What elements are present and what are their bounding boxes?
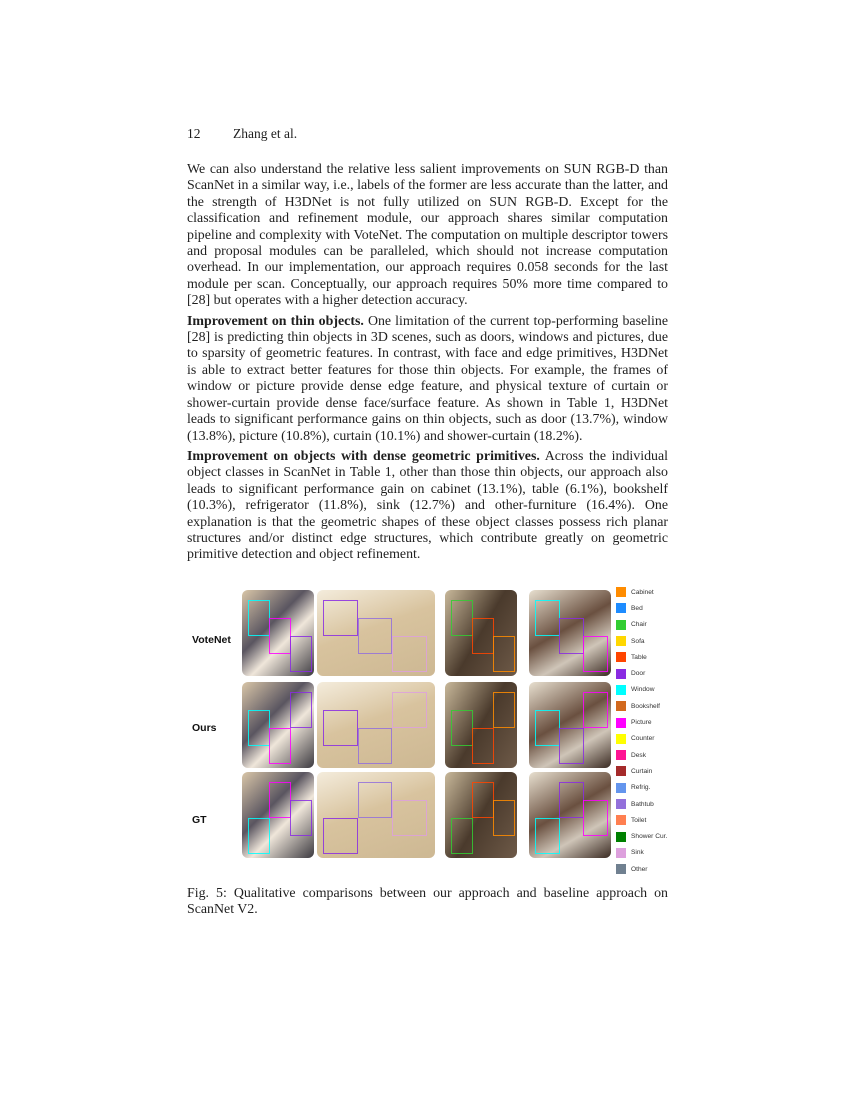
paragraph-complexity: We can also understand the relative less salient improvements on SUN RGB-D than ScanNet in a similar way, i.e., labels of the former are less accurate than the latter, and the strength of H3DNet is not fully utilized on SUN RGB-D. Except for the classification and refinement module, our approach shares similar computation pipeline and complexity with VoteNet. The computation on multiple descriptor towers and proposal modules can be paralleled, which should not increase computation overhead. In our implementation, our approach requires 0.058 seconds for the last module per scan. Conceptually, our approach requires 50% more time compared to [28] but operates with a higher detection accuracy.	[187, 162, 668, 309]
bounding-box	[323, 818, 358, 854]
paragraph-thin-objects: Improvement on thin objects. One limitation of the current top-performing baseline [28] is predicting thin objects in 3D scenes, such as doors, windows and pictures, due to sparsity of geometric features. In contrast, with face and edge primitives, H3DNet is able to extract better features for those thin objects. For example, the frames of window or picture provide dense edge feature, and physical texture of curtain or shower-curtain provide dense face/surface feature. As shown in Table 1, H3DNet leads to significant performance gains on thin objects, such as door (13.7%), window (13.8%), picture (10.8%), curtain (10.1%) and shower-curtain (18.2%).	[187, 313, 668, 444]
legend-item	[616, 731, 696, 747]
legend-item	[616, 796, 696, 812]
bounding-box	[248, 710, 270, 746]
bounding-box	[323, 710, 358, 746]
legend-label: Window	[631, 686, 655, 694]
running-title: Zhang et al.	[233, 126, 298, 141]
legend-label: Sink	[631, 849, 644, 857]
legend-label: Bathtub	[631, 800, 654, 808]
scene-thumbnail	[317, 772, 435, 858]
legend-swatch	[616, 718, 626, 728]
bounding-box	[493, 800, 515, 836]
paragraph-dense-primitives: Improvement on objects with dense geometric primitives. Across the individual object classes in ScanNet in Table 1, other than those thin objects, our approach also leads to significant performance gain on cabinet (13.1%), table (6.1%), bookshelf (10.3%), refrigerator (11.8%), sink (12.7%) and other-furniture (16.4%). One explanation is that the geometric shapes of these object classes possess rich planar structures and/or distinct edge structures, which contribute greatly on geometric primitive detection and object refinement.	[187, 448, 668, 563]
bounding-box	[535, 710, 560, 746]
scene-thumbnail	[529, 590, 611, 676]
scene-thumbnail	[317, 590, 435, 676]
bounding-box	[583, 692, 608, 728]
legend-swatch	[616, 832, 626, 842]
legend-label: Cabinet	[631, 588, 654, 596]
bounding-box	[248, 818, 270, 854]
legend-swatch	[616, 652, 626, 662]
legend-item	[616, 747, 696, 763]
legend-swatch	[616, 620, 626, 630]
row-label-gt: GT	[192, 814, 207, 826]
bounding-box	[559, 728, 584, 764]
legend-item	[616, 698, 696, 714]
legend-swatch	[616, 685, 626, 695]
bounding-box	[559, 618, 584, 654]
scene-thumbnail	[529, 682, 611, 768]
scene-thumbnail	[242, 682, 314, 768]
bounding-box	[269, 728, 291, 764]
legend-label: Table	[631, 653, 647, 661]
legend-swatch	[616, 669, 626, 679]
bounding-box	[472, 782, 494, 818]
scene-thumbnail	[445, 590, 517, 676]
legend-swatch	[616, 799, 626, 809]
scene-thumbnail	[529, 772, 611, 858]
legend-label: Shower Cur.	[631, 833, 668, 841]
class-legend	[616, 584, 696, 877]
legend-item	[616, 812, 696, 828]
legend-item	[616, 763, 696, 779]
bounding-box	[583, 636, 608, 672]
scene-thumbnail	[445, 772, 517, 858]
legend-item	[616, 780, 696, 796]
bounding-box	[472, 618, 494, 654]
paragraph-heading: Improvement on objects with dense geometric primitives.	[187, 448, 540, 464]
legend-label: Curtain	[631, 767, 653, 775]
scene-thumbnail	[445, 682, 517, 768]
running-header	[187, 126, 297, 142]
scene-thumbnail	[242, 590, 314, 676]
legend-item	[616, 845, 696, 861]
legend-swatch	[616, 815, 626, 825]
legend-label: Chair	[631, 621, 647, 629]
legend-item	[616, 633, 696, 649]
legend-label: Other	[631, 865, 648, 873]
legend-item	[616, 682, 696, 698]
legend-item	[616, 714, 696, 730]
figure-5	[187, 582, 687, 878]
legend-item	[616, 584, 696, 600]
legend-swatch	[616, 848, 626, 858]
row-label-ours: Ours	[192, 722, 217, 734]
legend-swatch	[616, 783, 626, 793]
legend-item	[616, 617, 696, 633]
bounding-box	[392, 692, 427, 728]
legend-item	[616, 665, 696, 681]
bounding-box	[493, 692, 515, 728]
bounding-box	[290, 800, 312, 836]
legend-label: Refrig.	[631, 784, 651, 792]
legend-item	[616, 828, 696, 844]
bounding-box	[323, 600, 358, 636]
legend-swatch	[616, 750, 626, 760]
legend-label: Toilet	[631, 816, 647, 824]
bounding-box	[392, 636, 427, 672]
bounding-box	[451, 818, 473, 854]
legend-item	[616, 861, 696, 877]
bounding-box	[472, 728, 494, 764]
legend-label: Bookshelf	[631, 702, 660, 710]
body-text	[187, 162, 668, 568]
bounding-box	[358, 618, 393, 654]
bounding-box	[358, 782, 393, 818]
legend-label: Sofa	[631, 637, 645, 645]
bounding-box	[269, 782, 291, 818]
legend-label: Door	[631, 670, 646, 678]
bounding-box	[248, 600, 270, 636]
figure-caption: Fig. 5: Qualitative comparisons between our approach and baseline approach on ScanNet V2.	[187, 886, 668, 918]
legend-swatch	[616, 766, 626, 776]
legend-swatch	[616, 734, 626, 744]
bounding-box	[290, 636, 312, 672]
legend-item	[616, 600, 696, 616]
legend-swatch	[616, 603, 626, 613]
bounding-box	[559, 782, 584, 818]
bounding-box	[493, 636, 515, 672]
scene-thumbnail	[242, 772, 314, 858]
bounding-box	[583, 800, 608, 836]
bounding-box	[451, 710, 473, 746]
legend-item	[616, 649, 696, 665]
legend-swatch	[616, 701, 626, 711]
bounding-box	[269, 618, 291, 654]
paragraph-heading: Improvement on thin objects.	[187, 313, 364, 329]
bounding-box	[392, 800, 427, 836]
legend-label: Bed	[631, 604, 643, 612]
bounding-box	[290, 692, 312, 728]
legend-label: Desk	[631, 751, 647, 759]
legend-swatch	[616, 587, 626, 597]
bounding-box	[451, 600, 473, 636]
legend-swatch	[616, 636, 626, 646]
bounding-box	[535, 818, 560, 854]
legend-label: Counter	[631, 735, 655, 743]
bounding-box	[358, 728, 393, 764]
scene-thumbnail	[317, 682, 435, 768]
page-number: 12	[187, 126, 201, 141]
bounding-box	[535, 600, 560, 636]
legend-label: Picture	[631, 719, 652, 727]
legend-swatch	[616, 864, 626, 874]
row-label-votenet: VoteNet	[192, 634, 231, 646]
